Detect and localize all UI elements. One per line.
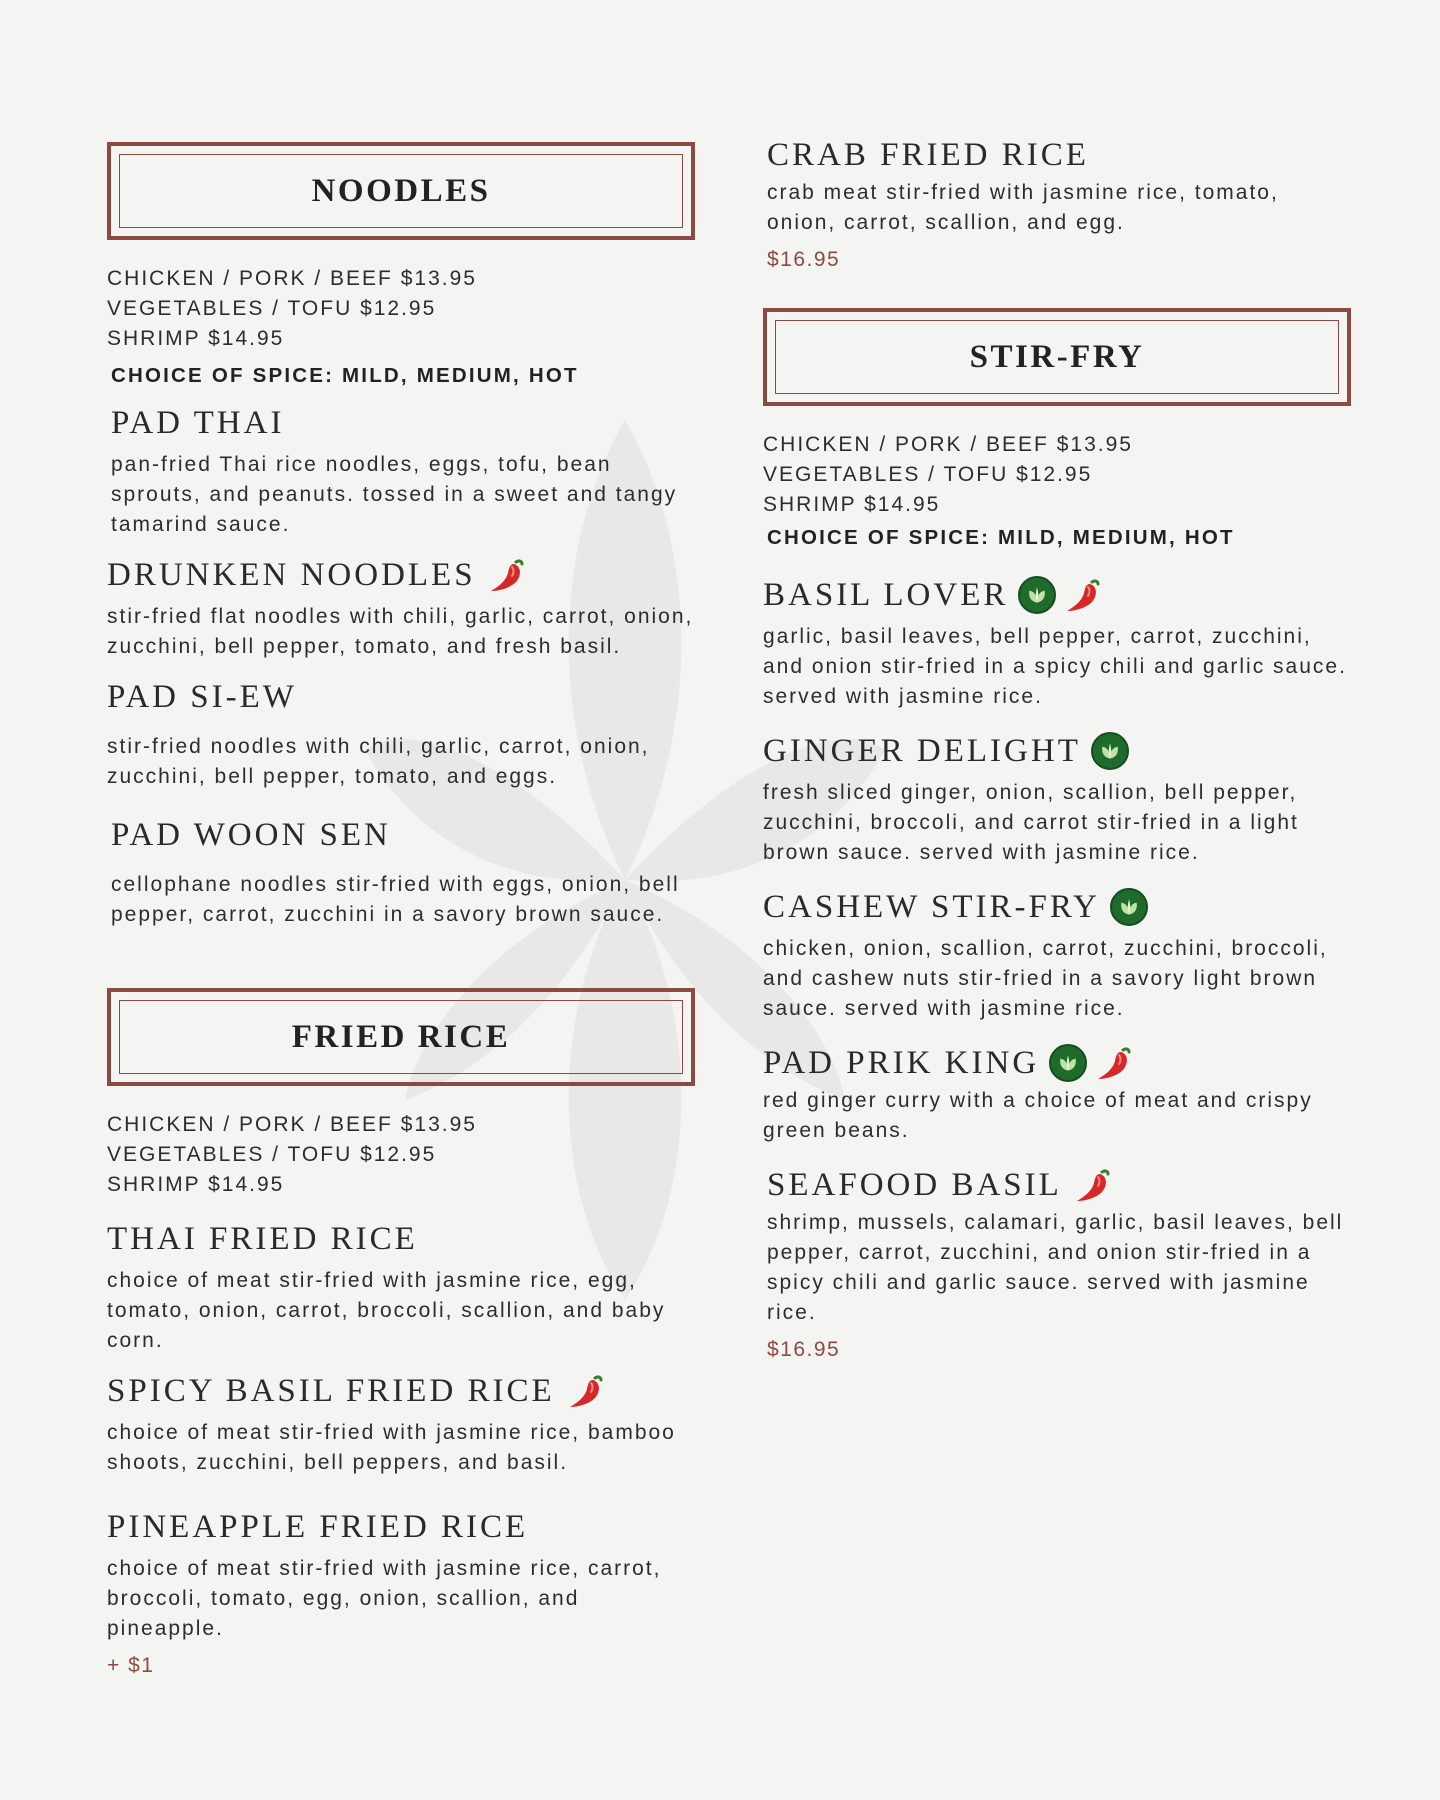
menu-item-pad-thai [107, 402, 697, 540]
price-line: CHICKEN / PORK / BEEF $13.95 [107, 1113, 477, 1136]
menu-item-ginger-delight [763, 730, 1353, 868]
stir-fry-section-header [763, 308, 1351, 406]
item-description: red ginger curry with a choice of meat and crispy green beans. [763, 1089, 1313, 1142]
item-name: PAD THAI [111, 405, 285, 441]
item-name: CRAB FRIED RICE [767, 137, 1089, 173]
item-name: DRUNKEN NOODLES [107, 557, 476, 593]
vegetarian-leaf-icon [1018, 576, 1056, 614]
item-description: chicken, onion, scallion, carrot, zucchini, broccoli, and cashew nuts stir-fried in a savory light brown sauce. served with jasmine rice. [763, 937, 1328, 1020]
item-description: cellophane noodles stir-fried with eggs, onion, bell pepper, carrot, zucchini in a savory brown sauce. [111, 873, 680, 926]
right-column [763, 137, 1353, 1362]
price-line: CHICKEN / PORK / BEEF $13.95 [107, 267, 477, 290]
fried-rice-section-header [107, 988, 695, 1086]
item-description: crab meat stir-fried with jasmine rice, tomato, onion, carrot, scallion, and egg. [767, 181, 1279, 234]
chili-pepper-icon [565, 1371, 605, 1411]
fried-rice-section-title: FRIED RICE [119, 1000, 683, 1074]
item-description: garlic, basil leaves, bell pepper, carrot, zucchini, and onion stir-fried in a spicy chili and garlic sauce. served with jasmine rice. [763, 625, 1347, 708]
item-price: + $1 [107, 1654, 155, 1677]
menu-item-pad-si-ew [107, 676, 697, 792]
item-description: pan-fried Thai rice noodles, eggs, tofu, bean sprouts, and peanuts. tossed in a sweet and tangy tamarind sauce. [111, 453, 678, 536]
menu-item-thai-fried-rice [107, 1218, 697, 1356]
item-price: $16.95 [767, 248, 841, 271]
item-price: $16.95 [767, 1338, 841, 1361]
stir-fry-section-title: STIR-FRY [775, 320, 1339, 394]
price-line: SHRIMP $14.95 [107, 1173, 285, 1196]
item-name: GINGER DELIGHT [763, 733, 1081, 769]
price-line: VEGETABLES / TOFU $12.95 [107, 1143, 437, 1166]
chili-pepper-icon [1093, 1043, 1133, 1083]
item-description: choice of meat stir-fried with jasmine rice, carrot, broccoli, tomato, egg, onion, scallion, and pineapple. [107, 1557, 662, 1640]
price-line: CHICKEN / PORK / BEEF $13.95 [763, 433, 1133, 456]
left-column [107, 142, 697, 1678]
item-description: shrimp, mussels, calamari, garlic, basil leaves, bell pepper, carrot, zucchini, and onion stir-fried in a spicy chili and garlic sauce. served with jasmine rice. [767, 1211, 1344, 1324]
noodles-section-header [107, 142, 695, 240]
chili-pepper-icon [1072, 1165, 1112, 1205]
price-line: SHRIMP $14.95 [763, 493, 941, 516]
noodles-section-title: NOODLES [119, 154, 683, 228]
chili-pepper-icon [486, 555, 526, 595]
item-name: BASIL LOVER [763, 577, 1009, 613]
item-name: PAD PRIK KING [763, 1045, 1040, 1081]
menu-item-cashew-stir-fry [763, 886, 1353, 1024]
menu-item-drunken-noodles [107, 554, 697, 662]
item-name: PAD WOON SEN [111, 817, 391, 853]
vegetarian-leaf-icon [1049, 1044, 1087, 1082]
item-name: PINEAPPLE FRIED RICE [107, 1509, 529, 1545]
item-description: choice of meat stir-fried with jasmine rice, egg, tomato, onion, carrot, broccoli, scallion, and baby corn. [107, 1269, 666, 1352]
noodles-spice-choice: CHOICE OF SPICE: MILD, MEDIUM, HOT [111, 364, 579, 387]
menu-item-seafood-basil [763, 1164, 1353, 1362]
menu-item-pad-prik-king [763, 1042, 1353, 1146]
stir-fry-prices [763, 430, 1353, 520]
menu-item-spicy-basil-fried-rice [107, 1370, 697, 1478]
item-name: SPICY BASIL FRIED RICE [107, 1373, 555, 1409]
price-line: VEGETABLES / TOFU $12.95 [763, 463, 1093, 486]
item-description: stir-fried flat noodles with chili, garlic, carrot, onion, zucchini, bell pepper, tomato, and fresh basil. [107, 605, 694, 658]
item-description: choice of meat stir-fried with jasmine rice, bamboo shoots, zucchini, bell peppers, and basil. [107, 1421, 676, 1474]
stir-fry-spice-choice: CHOICE OF SPICE: MILD, MEDIUM, HOT [767, 526, 1235, 549]
item-name: CASHEW STIR-FRY [763, 889, 1100, 925]
price-line: VEGETABLES / TOFU $12.95 [107, 297, 437, 320]
item-description: fresh sliced ginger, onion, scallion, bell pepper, zucchini, broccoli, and carrot stir-fried in a light brown sauce. served with jasmine rice. [763, 781, 1299, 864]
menu-item-basil-lover [763, 574, 1353, 712]
noodles-prices [107, 264, 697, 354]
menu-item-pineapple-fried-rice [107, 1506, 697, 1678]
price-line: SHRIMP $14.95 [107, 327, 285, 350]
chili-pepper-icon [1062, 575, 1102, 615]
item-name: SEAFOOD BASIL [767, 1167, 1062, 1203]
item-description: stir-fried noodles with chili, garlic, carrot, onion, zucchini, bell pepper, tomato, and eggs. [107, 735, 650, 788]
item-name: PAD SI-EW [107, 679, 297, 715]
vegetarian-leaf-icon [1091, 732, 1129, 770]
menu-item-crab-fried-rice [763, 134, 1353, 272]
menu-item-pad-woon-sen [107, 814, 697, 930]
item-name: THAI FRIED RICE [107, 1221, 418, 1257]
fried-rice-prices [107, 1110, 697, 1200]
vegetarian-leaf-icon [1110, 888, 1148, 926]
